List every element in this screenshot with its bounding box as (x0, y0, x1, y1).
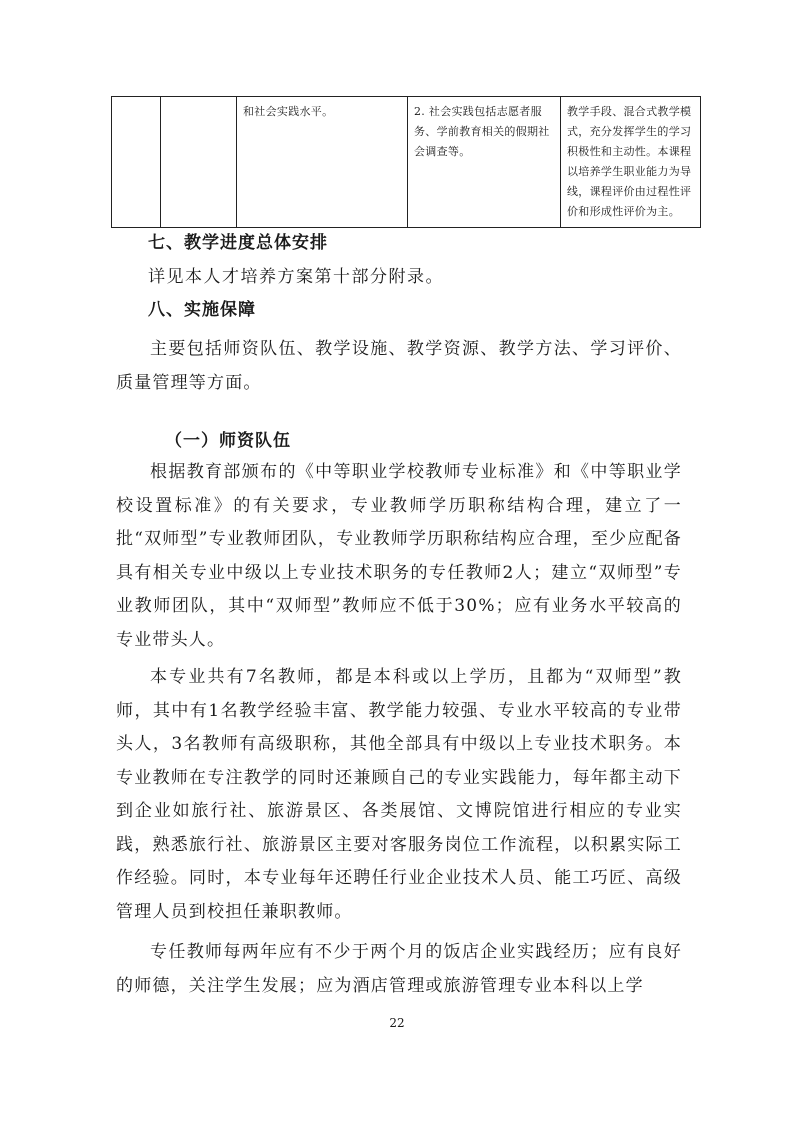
schedule-text: 详见本人才培养方案第十部分附录。 (148, 267, 444, 287)
table-cell (112, 97, 161, 228)
table-cell (161, 97, 237, 228)
faculty-paragraph-1: 根据教育部颁布的《中等职业学校教师专业标准》和《中等职业学校设置标准》的有关要求，专业教师学历职称结构合理，建立了一批“双师型”专业教师团队，专业教师学历职称结构应合理，至少应配备具有相关专业中级以上专业技术职务的专任教师2人；建立“双师型”专业教师团队，其中“双师型”教师应不低于30%；应有业务水平较高的专业带头人。 (116, 462, 682, 650)
table-cell: 和社会实践水平。 (237, 97, 408, 228)
section-heading-schedule: 七、教学进度总体安排 (148, 233, 328, 253)
faculty-paragraph-3: 专任教师每两年应有不少于两个月的饭店企业实践经历；应有良好的师德，关注学生发展；应为酒店管理或旅游管理专业本科以上学 (116, 942, 682, 996)
table-row (112, 97, 701, 228)
page-number: 22 (389, 1016, 405, 1030)
table-cell: 教学手段、混合式教学模式，充分发挥学生的学习积极性和主动性。本课程以培养学生职业能力为导线，课程评价由过程性评价和形成性评价为主。 (561, 97, 701, 228)
table-cell: 2. 社会实践包括志愿者服务、学前教育相关的假期社会调查等。 (408, 97, 561, 228)
subsection-heading-faculty: （一）师资队伍 (165, 431, 291, 451)
section-heading-implementation: 八、实施保障 (148, 300, 256, 320)
course-table-continuation (111, 96, 701, 228)
implementation-intro: 主要包括师资队伍、教学设施、教学资源、教学方法、学习评价、质量管理等方面。 (116, 339, 682, 393)
faculty-paragraph-2: 本专业共有7名教师，都是本科或以上学历，且都为“双师型”教师，其中有1名教学经验丰富、教学能力较强、专业水平较高的专业带头人，3名教师有高级职称，其他全部具有中级以上专业技术职务。本专业教师在专注教学的同时还兼顾自己的专业实践能力，每年都主动下到企业如旅行社、旅游景区、各类展馆、文博院馆进行相应的专业实践，熟悉旅行社、旅游景区主要对客服务岗位工作流程，以积累实际工作经验。同时，本专业每年还聘任行业企业技术人员、能工巧匠、高级管理人员到校担任兼职教师。 (116, 667, 682, 922)
